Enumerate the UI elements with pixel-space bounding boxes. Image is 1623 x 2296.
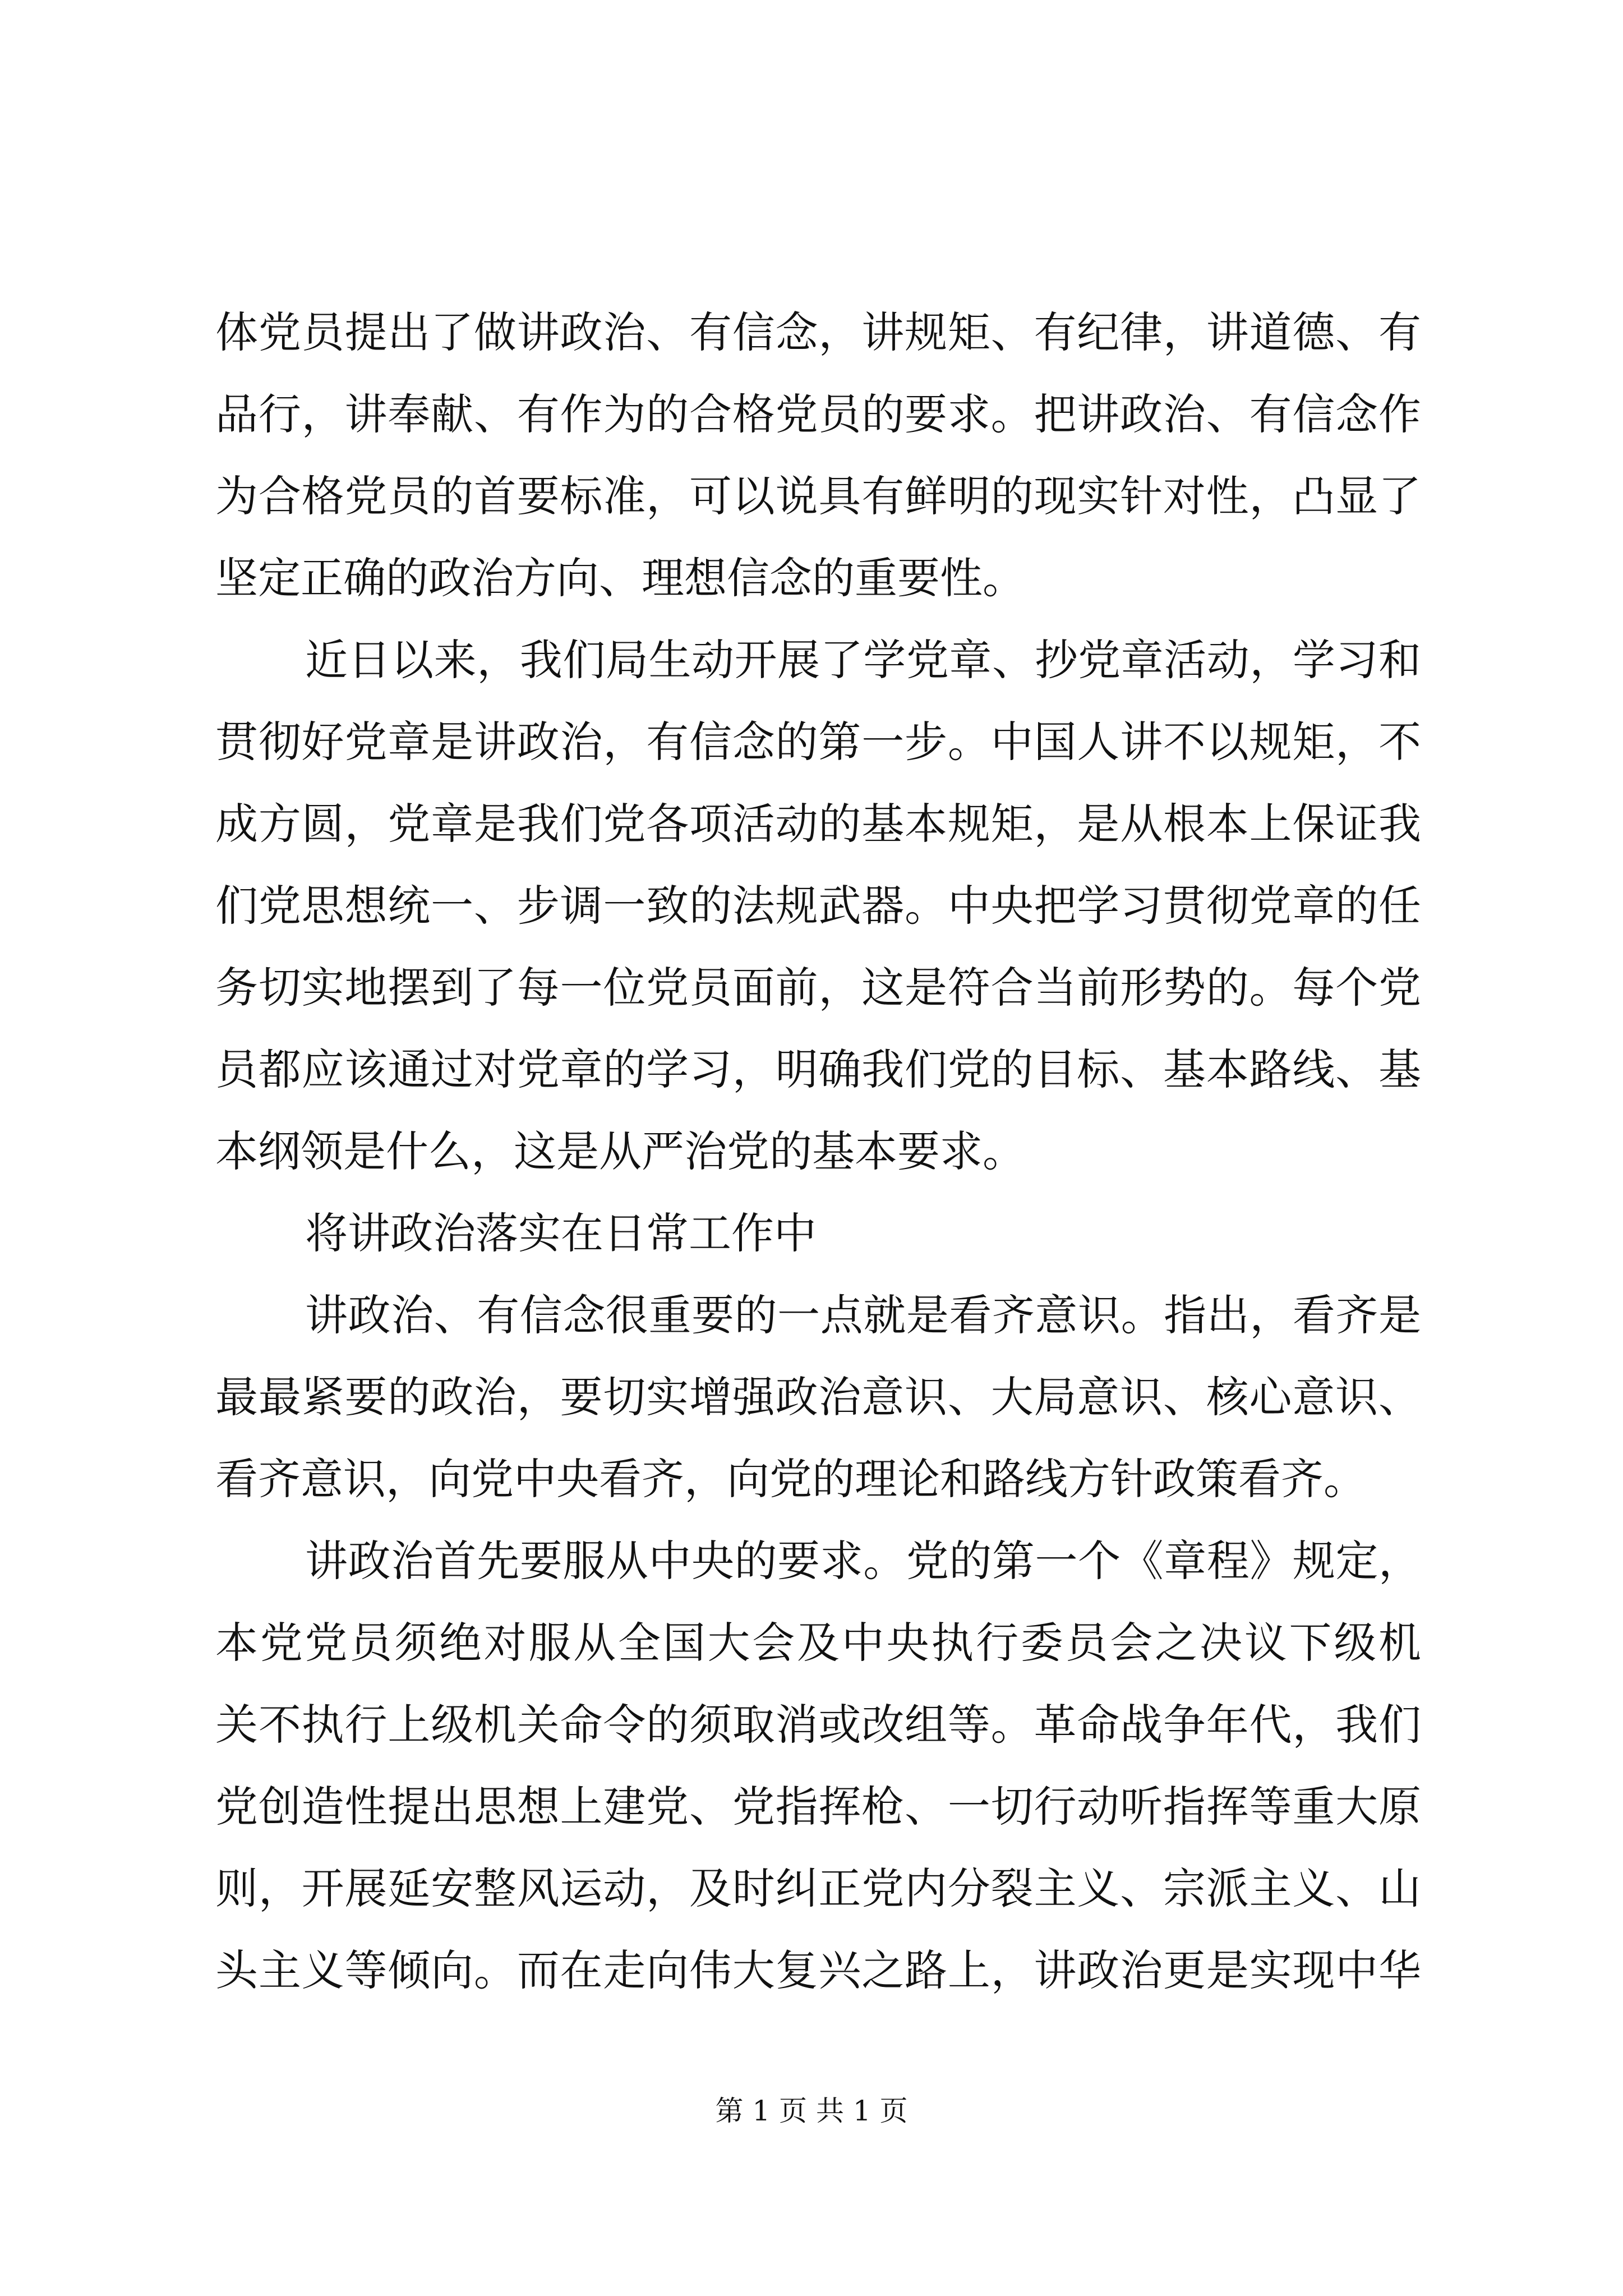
text-line: 关不执行上级机关命令的须取消或改组等。革命战争年代，我们 — [215, 1700, 1421, 1750]
text-line: 党创造性提出思想上建党、党指挥枪、一切行动听指挥等重大原 — [215, 1782, 1421, 1832]
text-line: 则，开展延安整风运动，及时纠正党内分裂主义、宗派主义、山 — [215, 1864, 1421, 1913]
text-line: 贯彻好党章是讲政治，有信念的第一步。中国人讲不以规矩，不 — [215, 717, 1421, 767]
text-line: 务切实地摆到了每一位党员面前，这是符合当前形势的。每个党 — [215, 963, 1421, 1013]
text-line: 坚定正确的政治方向、理想信念的重要性。 — [215, 553, 1025, 603]
page-footer: 第 1 页 共 1 页 — [715, 2095, 908, 2127]
text-line: 们党思想统一、步调一致的法规武器。中央把学习贯彻党章的任 — [215, 881, 1421, 931]
document-body — [215, 292, 1421, 2012]
text-line: 本纲领是什么，这是从严治党的基本要求。 — [215, 1126, 1025, 1176]
text-line: 头主义等倾向。而在走向伟大复兴之路上，讲政治更是实现中华 — [215, 1945, 1421, 1995]
text-line: 本党党员须绝对服从全国大会及中央执行委员会之决议下级机 — [215, 1618, 1421, 1668]
text-line: 看齐意识，向党中央看齐，向党的理论和路线方针政策看齐。 — [215, 1454, 1366, 1504]
text-line: 最最紧要的政治，要切实增强政治意识、大局意识、核心意识、 — [215, 1372, 1421, 1422]
text-line: 将讲政治落实在日常工作中 — [305, 1208, 817, 1258]
text-line: 员都应该通过对党章的学习，明确我们党的目标、基本路线、基 — [215, 1045, 1421, 1094]
text-line: 近日以来，我们局生动开展了学党章、抄党章活动，学习和 — [305, 635, 1421, 685]
text-line: 为合格党员的首要标准，可以说具有鲜明的现实针对性，凸显了 — [215, 471, 1421, 521]
text-line: 品行，讲奉献、有作为的合格党员的要求。把讲政治、有信念作 — [215, 389, 1421, 439]
text-line: 讲政治首先要服从中央的要求。党的第一个《章程》规定， — [305, 1536, 1421, 1586]
text-line: 讲政治、有信念很重要的一点就是看齐意识。指出，看齐是 — [305, 1290, 1421, 1340]
text-line: 成方圆，党章是我们党各项活动的基本规矩，是从根本上保证我 — [215, 799, 1421, 849]
text-line: 体党员提出了做讲政治、有信念，讲规矩、有纪律，讲道德、有 — [215, 307, 1421, 357]
